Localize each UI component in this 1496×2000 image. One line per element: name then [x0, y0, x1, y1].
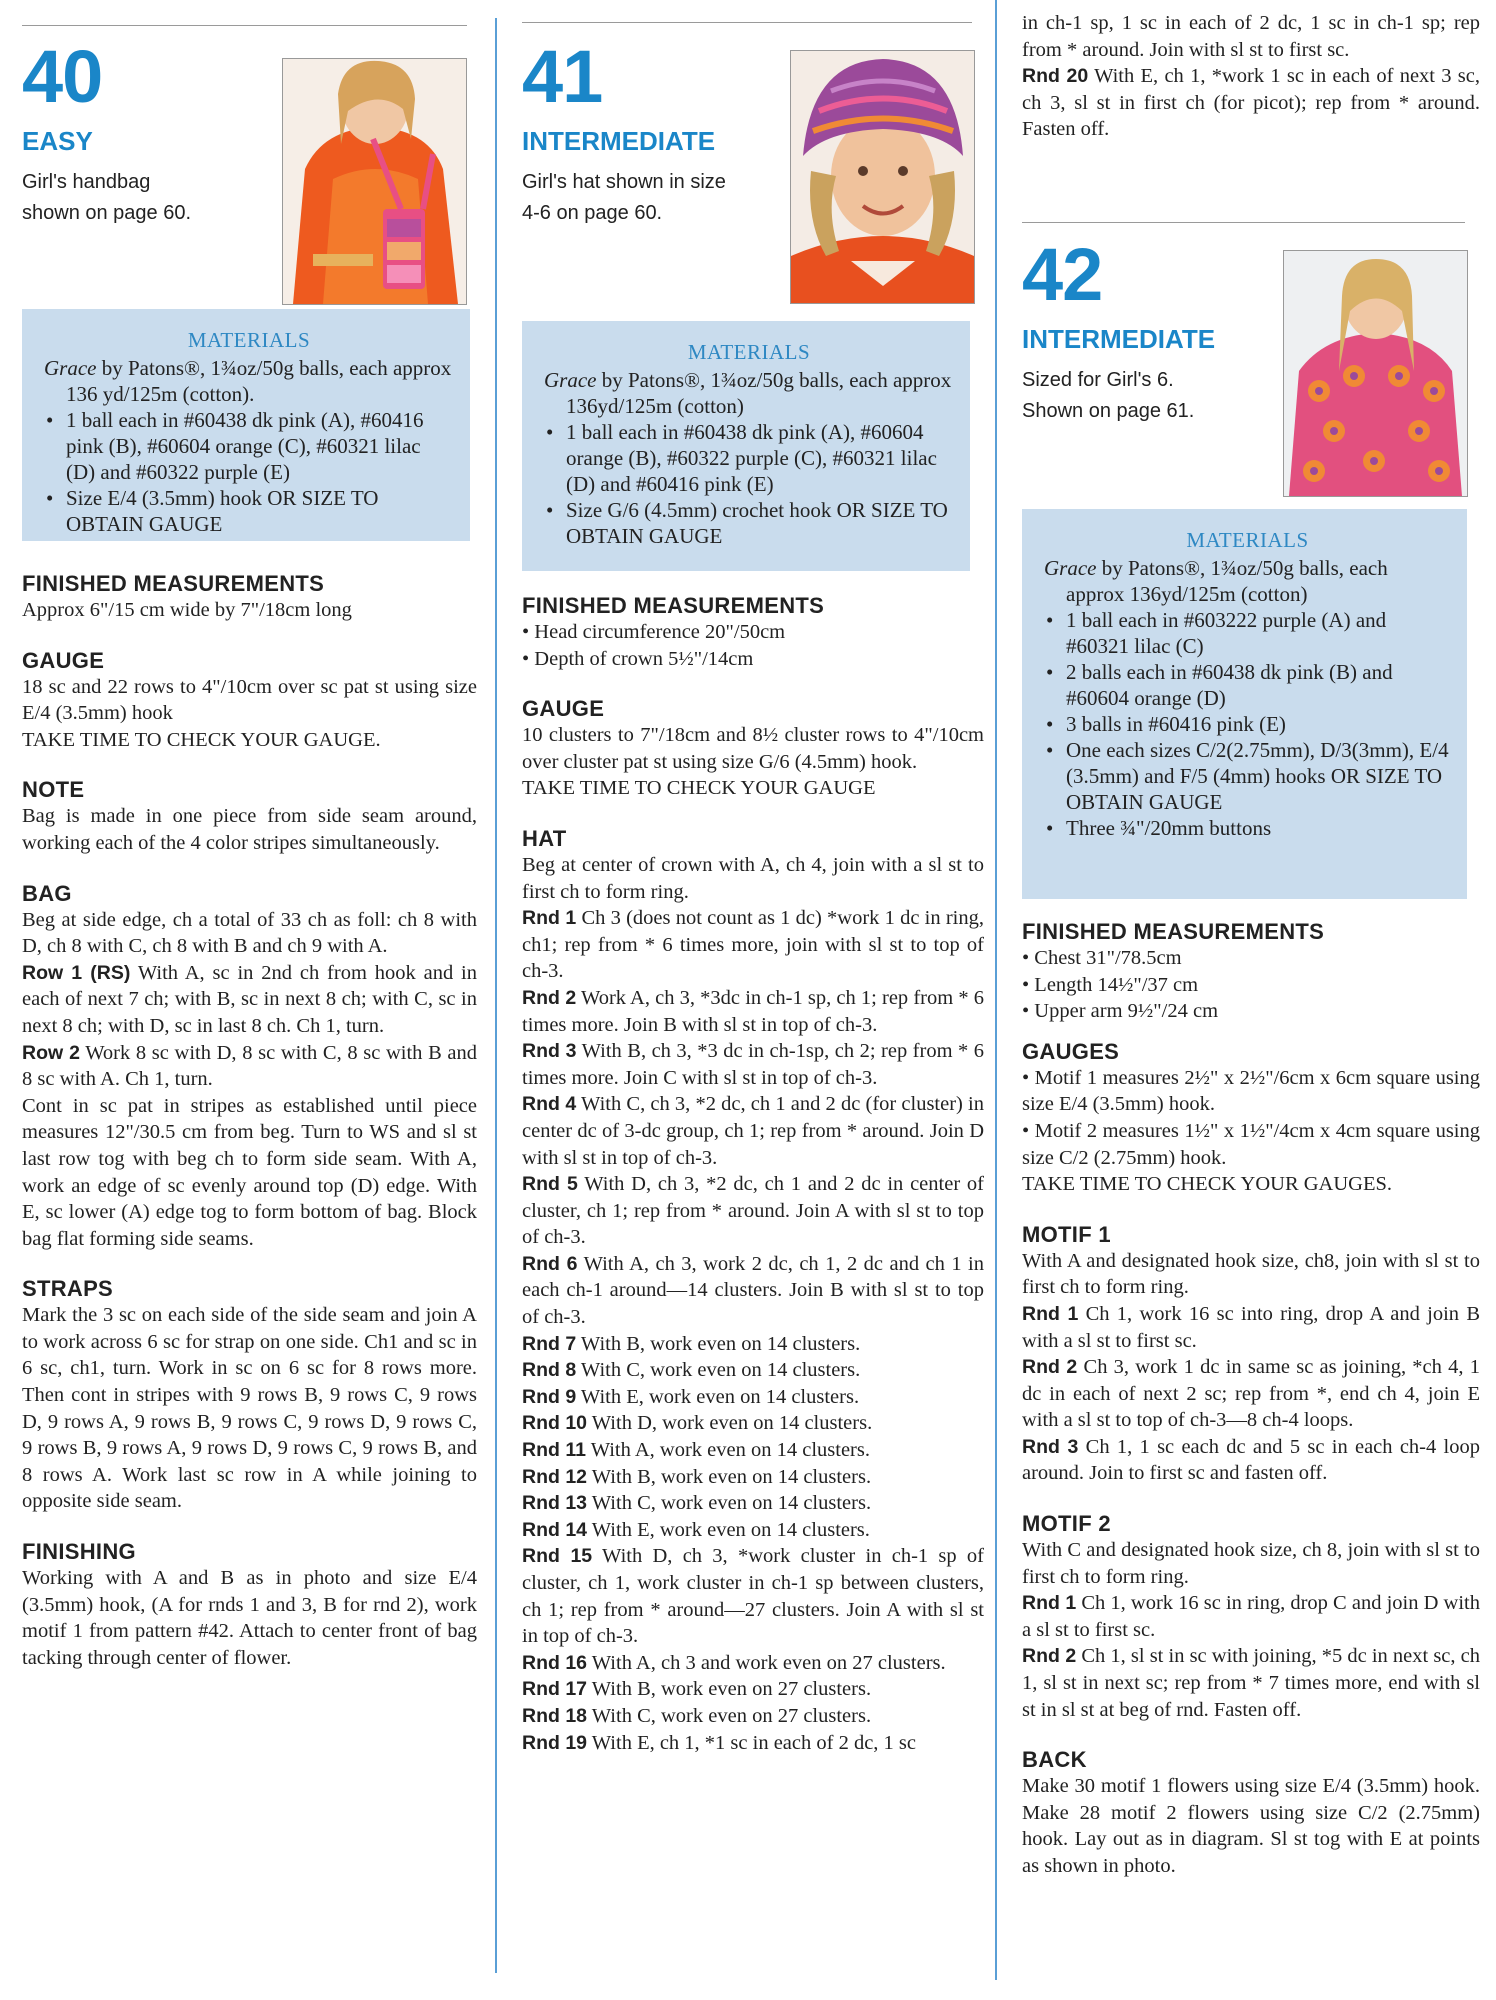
instruction-paragraph: Rnd 13 With C, work even on 14 clusters.: [522, 1492, 872, 1515]
instruction-paragraph: Rnd 17 With B, work even on 27 clusters.: [522, 1678, 872, 1701]
instruction-paragraph: With C and designated hook size, ch 8, join with sl st to first ch to form ring.: [1022, 1539, 1480, 1588]
materials-item: • One each sizes C/2(2.75mm), D/3(3mm), E/4 (3.5mm) and F/5 (4mm) hooks OR SIZE TO OBTAIN GAUGE: [1044, 737, 1451, 815]
gauge-check-text: TAKE TIME TO CHECK YOUR GAUGES.: [1022, 1173, 1393, 1196]
section-heading: BAG: [22, 880, 72, 906]
materials-item: • 3 balls in #60416 pink (E): [1044, 711, 1451, 737]
instruction-paragraph: Rnd 6 With A, ch 3, work 2 dc, ch 1, 2 dc and ch 1 in each ch-1 around—14 clusters. Join B with sl st to top of ch-3.: [522, 1252, 984, 1329]
hat-instructions: [522, 852, 984, 1756]
section-heading: FINISHED MEASUREMENTS: [1022, 918, 1325, 944]
materials-intro: Grace by Patons®, 1¾oz/50g balls, each approx 136yd/125m (cotton): [1044, 555, 1388, 606]
instruction-paragraph: Rnd 15 With D, ch 3, *work cluster in ch-1 sp of cluster, ch 1, work cluster in ch-1 sp between clusters, ch 1; rep from * around—27 clusters. Join A with sl st in top of ch-3.: [522, 1545, 984, 1648]
hat-instructions-continued: [1022, 10, 1480, 143]
instruction-paragraph: Row 2 Work 8 sc with D, 8 sc with C, 8 sc with B and 8 sc with A. Ch 1, turn.: [22, 1041, 477, 1091]
measurement-item: • Length 14½"/37 cm: [1022, 973, 1199, 996]
instruction-paragraph: Rnd 2 Work A, ch 3, *3dc in ch-1 sp, ch 1; rep from * 6 times more. Join B with sl st in top of ch-3.: [522, 986, 984, 1036]
materials-item: • Size G/6 (4.5mm) crochet hook OR SIZE TO OBTAIN GAUGE: [544, 497, 954, 549]
instruction-paragraph: Rnd 3 Ch 1, 1 sc each dc and 5 sc in each ch-4 loop around. Join to first sc and fasten off.: [1022, 1435, 1480, 1485]
finishing-text: Working with A and B as in photo and size E/4 (3.5mm) hook, (A for rnds 1 and 3, B for rnd 2), work motif 1 from pattern #42. Attach to center front of bag tacking through center of flower.: [22, 1567, 477, 1669]
skill-level: INTERMEDIATE: [1022, 323, 1216, 354]
instruction-paragraph: Rnd 2 Ch 3, work 1 dc in same sc as joining, *ch 4, 1 dc in each of next 2 sc; rep from *, end ch 4, join E with a sl st to top of ch-3—8 ch-4 loops.: [1022, 1356, 1480, 1432]
motif-1-instructions: [1022, 1248, 1480, 1487]
materials-title: MATERIALS: [687, 340, 811, 364]
instruction-paragraph: Rnd 5 With D, ch 3, *2 dc, ch 1 and 2 dc in center of cluster, ch 1; rep from * around. Join A with sl st to top of ch-3.: [522, 1173, 984, 1249]
measurement-item: • Depth of crown 5½"/14cm: [522, 647, 754, 670]
pattern-description: Girl's handbag shown on page 60.: [22, 171, 192, 224]
instruction-paragraph: Rnd 12 With B, work even on 14 clusters.: [522, 1465, 872, 1488]
gauge-text: 10 clusters to 7"/18cm and 8½ cluster rows to 4"/10cm over cluster pat st using size G/6 (4.5mm) hook.: [522, 724, 984, 773]
column-divider-1: [495, 18, 497, 1973]
materials-box: [1022, 509, 1467, 899]
pattern-number: 41: [522, 35, 603, 118]
materials-title: MATERIALS: [1186, 527, 1309, 552]
pattern-40-column: [22, 0, 477, 1671]
measurement-item: • Head circumference 20"/50cm: [522, 621, 786, 643]
materials-title: MATERIALS: [187, 328, 311, 352]
gauge-item: • Motif 2 measures 1½" x 1½"/4cm x 4cm square using size C/2 (2.75mm) hook.: [1022, 1119, 1480, 1169]
instruction-paragraph: Rnd 18 With C, work even on 27 clusters.: [522, 1704, 872, 1727]
section-heading: FINISHING: [22, 1539, 136, 1565]
measurements-text: Approx 6"/15 cm wide by 7"/18cm long: [22, 599, 352, 621]
instruction-paragraph: Beg at center of crown with A, ch 4, join with a sl st to first ch to form ring.: [522, 853, 984, 903]
column-divider-2: [995, 0, 997, 1980]
materials-item: • 1 ball each in #603222 purple (A) and #60321 lilac (C): [1044, 607, 1451, 659]
instruction-paragraph: Rnd 16 With A, ch 3 and work even on 27 clusters.: [522, 1651, 946, 1674]
materials-list: [44, 407, 454, 537]
instruction-paragraph: Rnd 1 Ch 3 (does not count as 1 dc) *work 1 dc in ring, ch1; rep from * 6 times more, join with sl st to top of ch-3.: [522, 907, 984, 983]
materials-item: • 1 ball each in #60438 dk pink (A), #60604 orange (B), #60322 purple (C), #60321 lilac (D) and #60416 pink (E): [544, 419, 954, 497]
materials-intro: Grace by Patons®, 1¾oz/50g balls, each approx 136yd/125m (cotton): [544, 368, 952, 418]
section-heading: BACK: [1022, 1747, 1087, 1773]
section-heading: GAUGES: [1022, 1038, 1120, 1064]
gauge-text: 18 sc and 22 rows to 4"/10cm over sc pat st using size E/4 (3.5mm) hook: [22, 675, 477, 725]
pattern-number: 42: [1022, 232, 1103, 316]
materials-item: • Size E/4 (3.5mm) hook OR SIZE TO OBTAIN GAUGE: [44, 485, 454, 537]
gauge-check-text: TAKE TIME TO CHECK YOUR GAUGE.: [22, 728, 381, 751]
materials-box: [22, 309, 470, 541]
section-heading: FINISHED MEASUREMENTS: [522, 593, 825, 618]
instruction-paragraph: Beg at side edge, ch a total of 33 ch as foll: ch 8 with D, ch 8 with C, ch 8 with B and ch 9 with A.: [22, 908, 477, 958]
pattern-42-column: [1022, 0, 1480, 1880]
pattern-description: Girl's hat shown in size 4-6 on page 60.: [522, 171, 726, 224]
note-text: Bag is made in one piece from side seam around, working each of the 4 color stripes simultaneously.: [22, 805, 477, 854]
materials-item: • Three ¾"/20mm buttons: [1044, 815, 1451, 841]
motif-2-instructions: [1022, 1537, 1480, 1723]
pattern-description: Sized for Girl's 6. Shown on page 61.: [1022, 368, 1195, 422]
instruction-paragraph: Rnd 1 Ch 1, work 16 sc into ring, drop A and join B with a sl st to first sc.: [1022, 1302, 1481, 1352]
section-heading: MOTIF 1: [1022, 1221, 1111, 1247]
materials-intro: Grace by Patons®, 1¾oz/50g balls, each approx 136 yd/125m (cotton).: [44, 356, 452, 406]
materials-item: • 1 ball each in #60438 dk pink (A), #60416 pink (B), #60604 orange (C), #60321 lilac (D) and #60322 purple (E): [44, 407, 454, 485]
instruction-paragraph: Rnd 2 Ch 1, sl st in sc with joining, *5 dc in next sc, ch 1, sl st in next sc; rep from * 7 times more, end with sl st in sl st at beg of rnd. Fasten off.: [1022, 1645, 1481, 1721]
instruction-paragraph: Rnd 14 With E, work even on 14 clusters.: [522, 1518, 870, 1541]
section-heading: FINISHED MEASUREMENTS: [22, 571, 325, 596]
materials-list: [1044, 607, 1451, 841]
instruction-paragraph: Rnd 9 With E, work even on 14 clusters.: [522, 1385, 860, 1408]
instruction-paragraph: Row 1 (RS) With A, sc in 2nd ch from hook and in each of next 7 ch; with B, sc in next 8 ch; with C, sc in next 8 ch; with D, sc in last 8 ch. Ch 1, turn.: [22, 961, 477, 1037]
section-heading: MOTIF 2: [1022, 1511, 1111, 1537]
gauge-item: • Motif 1 measures 2½" x 2½"/6cm x 6cm square using size E/4 (3.5mm) hook.: [1022, 1066, 1480, 1116]
back-text: Make 30 motif 1 flowers using size E/4 (3.5mm) hook. Make 28 motif 2 flowers using size C/2 (2.75mm) hook. Lay out as in diagram. Sl st tog with E at points as shown in photo.: [1022, 1775, 1480, 1877]
straps-text: Mark the 3 sc on each side of the side seam and join A to work across 6 sc for strap on one side. Ch1 and sc in 6 sc, ch1, turn. Work in sc on 6 sc for 8 rows more. Then cont in stripes with 9 rows B, 9 rows C, 9 rows D, 9 rows A, 9 rows B, 9 rows C, 9 rows D, 9 rows C, 9 rows B, 9 rows A, 9 rows D, 9 rows C, 9 rows B, and 8 rows A. Work last sc row in A while joining to opposite side seam.: [22, 1304, 477, 1513]
pattern-41-column: [522, 0, 984, 1756]
pattern-number: 40: [22, 35, 103, 118]
section-heading: STRAPS: [22, 1276, 114, 1302]
section-heading: NOTE: [22, 777, 85, 803]
instruction-paragraph: Rnd 11 With A, work even on 14 clusters.: [522, 1439, 870, 1462]
instruction-paragraph: Cont in sc pat in stripes as established until piece measures 12"/30.5 cm from beg. Turn to WS and sl st last row tog with beg ch to form side seam. With A, work an edge of sc evenly around top (D) edge. With E, sc lower (A) edge tog to form bottom of bag. Block bag flat forming side seams.: [22, 1094, 477, 1250]
instruction-paragraph: Rnd 4 With C, ch 3, *2 dc, ch 1 and 2 dc (for cluster) in center dc of 3-dc group, ch 1; rep from * around. Join D with sl st in top of ch-3.: [522, 1093, 984, 1169]
instruction-paragraph: Rnd 8 With C, work even on 14 clusters.: [522, 1359, 861, 1382]
instruction-paragraph: in ch-1 sp, 1 sc in each of 2 dc, 1 sc in ch-1 sp; rep from * around. Join with sl st to first sc.: [1022, 12, 1480, 61]
instruction-paragraph: Rnd 1 Ch 1, work 16 sc in ring, drop C and join D with a sl st to first sc.: [1022, 1592, 1481, 1641]
instruction-paragraph: Rnd 10 With D, work even on 14 clusters.: [522, 1412, 873, 1435]
measurement-item: • Upper arm 9½"/24 cm: [1022, 1000, 1219, 1023]
instruction-paragraph: Rnd 7 With B, work even on 14 clusters.: [522, 1332, 861, 1355]
materials-box: [522, 321, 970, 571]
instruction-paragraph: Rnd 19 With E, ch 1, *1 sc in each of 2 dc, 1 sc: [522, 1731, 917, 1754]
section-heading: GAUGE: [522, 696, 605, 722]
measurement-item: • Chest 31"/78.5cm: [1022, 946, 1182, 969]
instruction-paragraph: With A and designated hook size, ch8, join with sl st to first ch to form ring.: [1022, 1249, 1480, 1299]
instruction-paragraph: Rnd 20 With E, ch 1, *work 1 sc in each of next 3 sc, ch 3, sl st in first ch (for picot); rep from * around. Fasten off.: [1022, 65, 1480, 141]
gauge-check-text: TAKE TIME TO CHECK YOUR GAUGE: [522, 777, 876, 800]
skill-level: EASY: [22, 126, 93, 156]
section-heading: GAUGE: [22, 647, 105, 673]
materials-list: [544, 419, 954, 549]
skill-level: INTERMEDIATE: [522, 126, 716, 156]
instruction-paragraph: Rnd 3 With B, ch 3, *3 dc in ch-1sp, ch 2; rep from * 6 times more. Join C with sl st in top of ch-3.: [522, 1040, 984, 1089]
materials-item: • 2 balls each in #60438 dk pink (B) and #60604 orange (D): [1044, 659, 1451, 711]
section-heading: HAT: [522, 825, 567, 851]
